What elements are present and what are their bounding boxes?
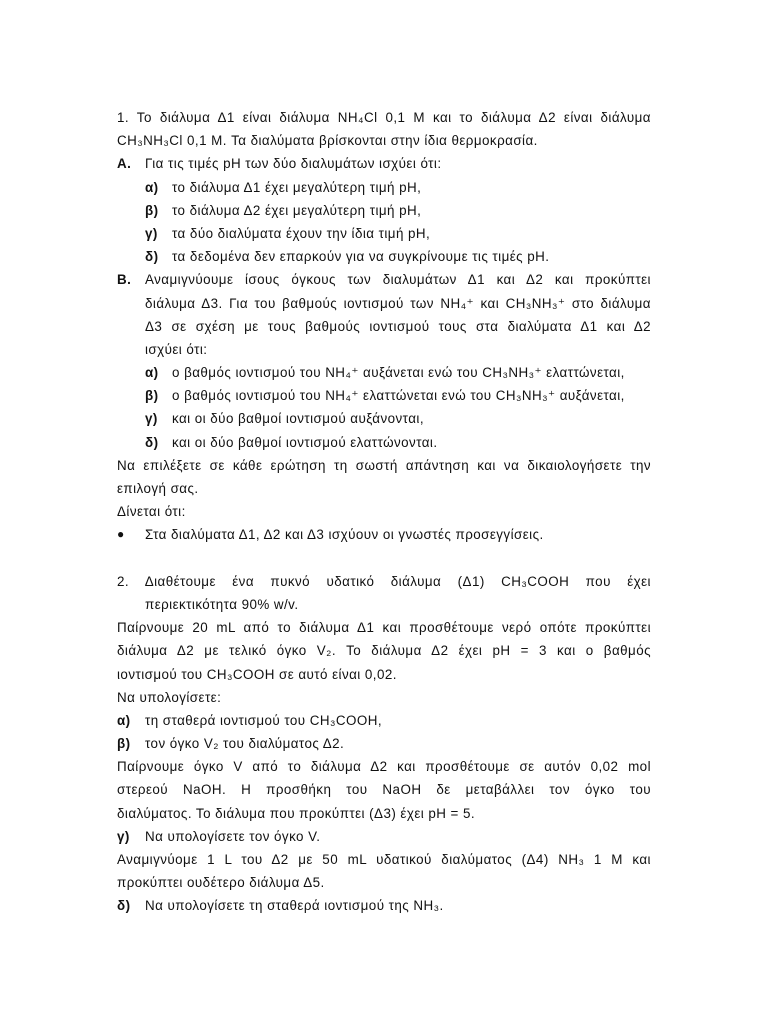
option-text: ο βαθμός ιοντισμού του NH₄⁺ ελαττώνεται ενώ του CH₃NH₃⁺ αυξάνεται,: [172, 388, 625, 404]
q1-part-b-text-4: ισχύει ότι:: [145, 341, 208, 357]
q1-part-a-label: Α.: [117, 156, 132, 172]
q2-line-8: διαλύματος. Το διάλυμα που προκύπτει (Δ3) έχει pH = 5.: [117, 805, 476, 821]
option-label: β): [117, 736, 131, 752]
option-label: γ): [145, 411, 158, 427]
q1-a-option: [117, 199, 651, 222]
q2-line-6: Παίρνουμε όγκο V από το διάλυμα Δ2 και προσθέτουμε σε αυτόν 0,02 mol: [117, 759, 651, 775]
q1-part-a-stem: [117, 152, 651, 175]
q1-b-option: [117, 407, 651, 430]
q2-line-3: Παίρνουμε 20 mL από το διάλυμα Δ1 και προσθέτουμε νερό οπότε προκύπτει: [117, 620, 651, 636]
option-label: β): [145, 388, 159, 404]
q2-part-b: [117, 732, 651, 755]
q1-line-1: 1. Το διάλυμα Δ1 είναι διάλυμα NH₄Cl 0,1 M και το διάλυμα Δ2 είναι διάλυμα: [117, 110, 651, 125]
q1-bullet-item: [117, 523, 651, 546]
option-text: τον όγκο V₂ του διαλύματος Δ2.: [145, 736, 345, 752]
q2-part-d: [117, 894, 651, 917]
bullet-icon: ●: [117, 527, 125, 542]
option-label: δ): [145, 434, 159, 450]
q2-line-4: διάλυμα Δ2 με τελικό όγκο V₂. Το διάλυμα Δ2 έχει pH = 3 και ο βαθμός: [117, 643, 651, 659]
q1-part-b-text-3: Δ3 σε σχέση με τους βαθμούς ιοντισμού τους στα διαλύματα Δ1 και Δ2: [145, 318, 651, 334]
option-label: α): [145, 179, 159, 195]
document-page: [117, 106, 651, 918]
option-text: Να υπολογίσετε τη σταθερά ιοντισμού της NH₃.: [145, 898, 444, 914]
q1-a-option: [117, 245, 651, 268]
option-text: τα δεδομένα δεν επαρκούν για να συγκρίνουμε τις τιμές pH.: [172, 249, 550, 265]
option-label: α): [145, 365, 159, 381]
q2-line-10: προκύπτει ουδέτερο διάλυμα Δ5.: [117, 875, 325, 891]
option-text: τα δύο διαλύματα έχουν την ίδια τιμή pH,: [172, 225, 431, 241]
q1-b-option: [117, 431, 651, 454]
q1-a-option: [117, 176, 651, 199]
q1-part-b-stem: [117, 268, 651, 291]
q1-part-a-text: Για τις τιμές pH των δύο διαλυμάτων ισχύει ότι:: [145, 156, 442, 172]
q1-part-b-text-1: Αναμιγνύουμε ίσους όγκους των διαλυμάτων Δ1 και Δ2 και προκύπτει: [145, 272, 651, 288]
q2-line-2: περιεκτικότητα 90% w/v.: [145, 596, 299, 612]
q1-part-b-label: Β.: [117, 272, 132, 288]
option-text: το διάλυμα Δ2 έχει μεγαλύτερη τιμή pH,: [172, 202, 422, 218]
bullet-text: Στα διαλύματα Δ1, Δ2 και Δ3 ισχύουν οι γνωστές προσεγγίσεις.: [145, 527, 544, 543]
option-label: δ): [117, 898, 131, 914]
q2-line-7: στερεού NaOH. Η προσθήκη του NaOH δε μεταβάλλει τον όγκο του: [117, 782, 651, 798]
q2-part-c: [117, 825, 651, 848]
option-text: ο βαθμός ιοντισμού του NH₄⁺ αυξάνεται ενώ του CH₃NH₃⁺ ελαττώνεται,: [172, 365, 625, 381]
q1-a-option: [117, 222, 651, 245]
spacer: [117, 547, 651, 570]
option-text: τη σταθερά ιοντισμού του CH₃COOH,: [145, 712, 383, 728]
q1-b-option: [117, 361, 651, 384]
q1-b-option: [117, 384, 651, 407]
q2-part-a: [117, 709, 651, 732]
option-label: α): [117, 712, 131, 728]
q2-line-5: ιοντισμού του CH₃COOH σε αυτό είναι 0,02.: [117, 666, 397, 682]
option-text: Να υπολογίσετε τον όγκο V.: [145, 828, 321, 844]
q1-line-2: CH₃NH₃Cl 0,1 M. Τα διαλύματα βρίσκονται στην ίδια θερμοκρασία.: [117, 133, 538, 149]
option-label: δ): [145, 249, 159, 265]
q2-line-1: 2. Διαθέτουμε ένα πυκνό υδατικό διάλυμα (Δ1) CH₃COOH που έχει: [117, 573, 651, 589]
q1-part-b-text-2: διάλυμα Δ3. Για του βαθμούς ιοντισμού των NH₄⁺ και CH₃NH₃⁺ στο διάλυμα: [145, 295, 651, 311]
option-text: το διάλυμα Δ1 έχει μεγαλύτερη τιμή pH,: [172, 179, 422, 195]
option-text: και οι δύο βαθμοί ιοντισμού ελαττώνονται.: [172, 434, 438, 450]
option-text: και οι δύο βαθμοί ιοντισμού αυξάνονται,: [172, 411, 425, 427]
q2-line-9: Αναμιγνύομε 1 L του Δ2 με 50 mL υδατικού διαλύματος (Δ4) NH₃ 1 M και: [117, 852, 651, 867]
q1-given: Δίνεται ότι:: [117, 504, 186, 520]
option-label: γ): [145, 225, 158, 241]
q2-calc-heading: Να υπολογίσετε:: [117, 689, 222, 705]
q1-instruction-1: Να επιλέξετε σε κάθε ερώτηση τη σωστή απάντηση και να δικαιολογήσετε την: [117, 457, 651, 473]
option-label: β): [145, 202, 159, 218]
option-label: γ): [117, 828, 130, 844]
q1-instruction-2: επιλογή σας.: [117, 481, 199, 496]
